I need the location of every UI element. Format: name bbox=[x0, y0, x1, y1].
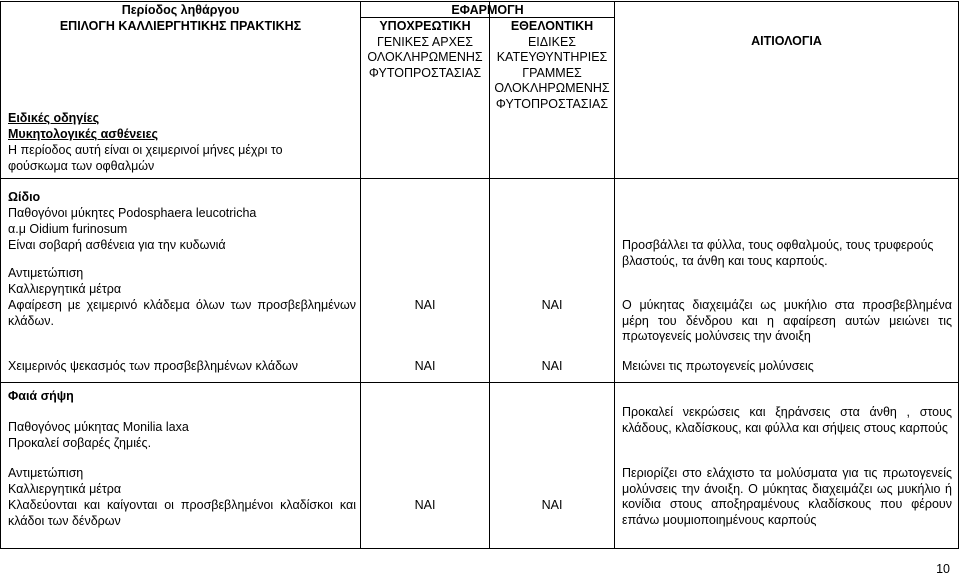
spraying-voluntary: ΝΑΙ bbox=[541, 359, 563, 373]
voluntary-header-line: ΓΡΑΜΜΕΣ bbox=[522, 65, 582, 80]
rot-cultural: Καλλιεργητικά μέτρα bbox=[8, 482, 122, 496]
grid-line-col3 bbox=[614, 1, 615, 549]
rot-mandatory: ΝΑΙ bbox=[414, 498, 436, 512]
spraying-justification: Μειώνει τις πρωτογενείς μολύνσεις bbox=[622, 359, 814, 373]
oidium-pathogen: Παθογόνοι μύκητες Podosphaera leucotricha bbox=[8, 206, 257, 220]
mandatory-header bbox=[361, 19, 489, 81]
rot-justification-1: Προκαλεί νεκρώσεις και ξηράνσεις στα άνθη , στους κλάδους, κλαδίσκους, και φύλλα και σήψεις στους καρπούς bbox=[622, 405, 952, 435]
rot-justification-2: Περιορίζει στο ελάχιστο τα μολύσματα για τις πρωτογενείς μολύνσεις την άνοιξη. Ο μύκητας διαχειμάζει ως μυκήλιο ή κονίδια στους αποξηραμένους κλαδίσκους που φέρουν επάνω μουμιοποιημένους καρπούς bbox=[622, 466, 952, 527]
oidium-severity: Είναι σοβαρή ασθένεια για την κυδωνιά bbox=[8, 238, 226, 252]
mandatory-header-line: ΥΠΟΧΡΕΩΤΙΚΗ bbox=[379, 19, 471, 33]
oidium-voluntary: ΝΑΙ bbox=[541, 298, 563, 312]
period-title: Περίοδος ληθάργου bbox=[121, 3, 240, 17]
spraying-mandatory: ΝΑΙ bbox=[414, 359, 436, 373]
rot-pathogen: Παθογόνος μύκητας Monilia laxa bbox=[8, 420, 189, 434]
voluntary-header-line: ΟΛΟΚΛΗΡΩΜΕΝΗΣ bbox=[494, 81, 610, 95]
mandatory-header-line: ΦΥΤΟΠΡΟΣΤΑΣΙΑΣ bbox=[368, 65, 482, 80]
spraying-measure: Χειμερινός ψεκασμός των προσβεβλημένων κλάδων bbox=[8, 359, 299, 373]
grid-line-oidium-bottom bbox=[0, 382, 959, 383]
grid-line-header-bottom bbox=[0, 178, 959, 179]
oidium-treatment: Αντιμετώπιση bbox=[8, 266, 84, 280]
mandatory-header-line: ΓΕΝΙΚΕΣ ΑΡΧΕΣ bbox=[377, 34, 473, 49]
voluntary-header-line: ΚΑΤΕΥΘΥΝΤΗΡΙΕΣ bbox=[496, 50, 608, 64]
grid-line-right bbox=[958, 1, 959, 549]
oidium-justification-1: Προσβάλλει τα φύλλα, τους οφθαλμούς, τους τρυφερούς βλαστούς, τα άνθη και τους καρπούς. bbox=[622, 238, 934, 268]
oidium-measure: Αφαίρεση με χειμερινό κλάδεμα όλων των προσβεβλημένων κλάδων. bbox=[8, 298, 356, 328]
grid-line-top bbox=[0, 1, 959, 2]
voluntary-header-line: ΕΙΔΙΚΕΣ bbox=[527, 34, 577, 49]
grid-line-left bbox=[0, 1, 1, 549]
grid-line-col1 bbox=[360, 1, 361, 549]
oidium-cultural: Καλλιεργητικά μέτρα bbox=[8, 282, 122, 296]
oidium-justification-2: Ο μύκητας διαχειμάζει ως μυκήλιο στα προσβεβλημένα μέρη του δένδρου και η αφαίρεση αυτών μειώνει τις πρωτογενείς μολύνσεις την άνοιξη bbox=[622, 298, 952, 343]
rot-voluntary: ΝΑΙ bbox=[541, 498, 563, 512]
rot-damage: Προκαλεί σοβαρές ζημιές. bbox=[8, 436, 152, 450]
application-header: ΕΦΑΡΜΟΓΗ bbox=[451, 3, 524, 17]
voluntary-header-line: ΕΘΕΛΟΝΤΙΚΗ bbox=[510, 19, 594, 33]
grid-line-bottom bbox=[0, 548, 959, 549]
page-number: 10 bbox=[936, 562, 950, 576]
mandatory-header-line: ΟΛΟΚΛΗΡΩΜΕΝΗΣ bbox=[367, 50, 483, 64]
special-instructions: Ειδικές οδηγίες bbox=[8, 111, 100, 125]
rot-treatment: Αντιμετώπιση bbox=[8, 466, 84, 480]
practice-title: ΕΠΙΛΟΓΗ ΚΑΛΛΙΕΡΓΗΤΙΚΗΣ ΠΡΑΚΤΙΚΗΣ bbox=[59, 19, 302, 33]
voluntary-header-line: ΦΥΤΟΠΡΟΣΤΑΣΙΑΣ bbox=[495, 96, 609, 111]
justification-header: ΑΙΤΙΟΛΟΓΙΑ bbox=[751, 34, 822, 48]
voluntary-header bbox=[490, 19, 614, 112]
oidium-mandatory: ΝΑΙ bbox=[414, 298, 436, 312]
oidium-anamorph: α.μ Oidium furinosum bbox=[8, 222, 128, 236]
fungal-diseases: Μυκητολογικές ασθένειες bbox=[8, 127, 159, 141]
rot-title: Φαιά σήψη bbox=[8, 389, 74, 403]
period-note: Η περίοδος αυτή είναι οι χειμερινοί μήνες μέχρι το φούσκωμα των οφθαλμών bbox=[8, 143, 283, 173]
oidium-title: Ωίδιο bbox=[8, 190, 41, 204]
rot-measure: Κλαδεύονται και καίγονται οι προσβεβλημένοι κλαδίσκοι και κλάδοι των δένδρων bbox=[8, 498, 356, 528]
